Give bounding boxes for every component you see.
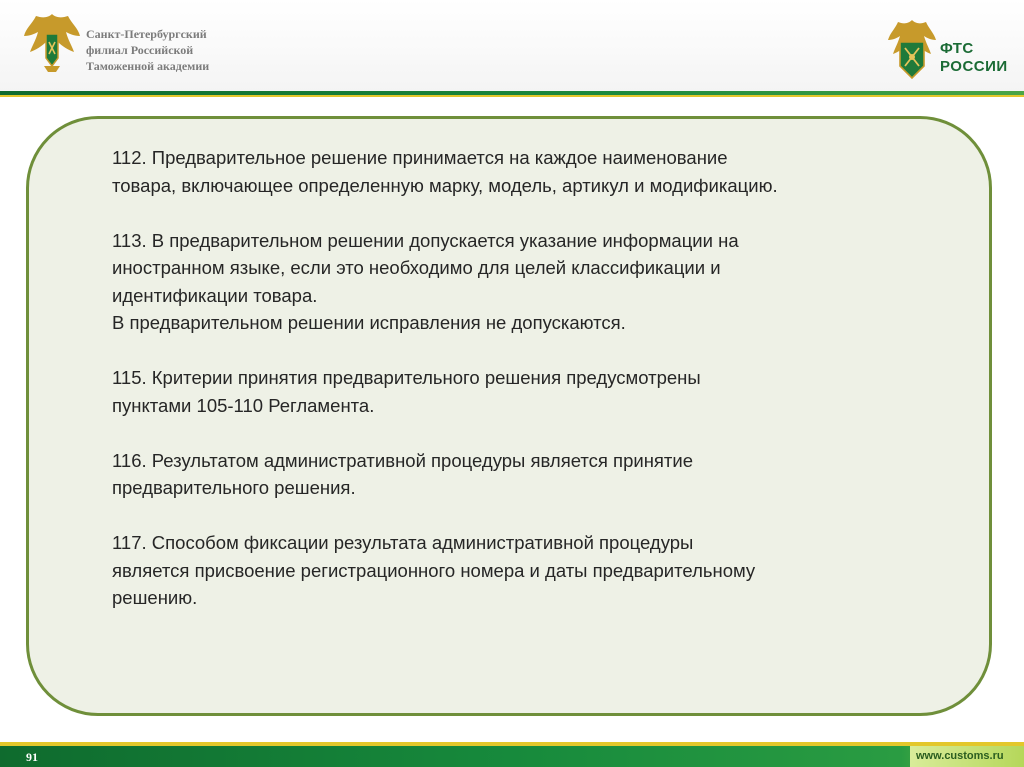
paragraph-117-line-3: решению. — [112, 587, 198, 608]
header-divider-yellow — [0, 95, 1024, 97]
paragraph-116-line-1: 116. Результатом административной процедуры является принятие — [112, 449, 694, 471]
footer-bar — [0, 746, 1024, 767]
paragraph-117-line-1: 117. Способом фиксации результата административной процедуры — [112, 532, 694, 553]
paragraph-115 — [112, 364, 872, 419]
fts-emblem-icon — [886, 14, 938, 82]
paragraph-115-line-2: пунктами 105-110 Регламента. — [112, 394, 375, 416]
paragraph-113 — [112, 227, 872, 337]
paragraph-117 — [112, 529, 872, 612]
fts-logo-text — [940, 40, 1010, 76]
academy-name-line-1: Санкт-Петербургский — [86, 27, 207, 41]
paragraph-112-line-2: товара, включающее определенную марку, модель, артикул и модификацию. — [112, 174, 778, 196]
paragraph-112-line-1: 112. Предварительное решение принимается на каждое наименование — [112, 147, 728, 168]
paragraph-117-line-2: является присвоение регистрационного номера и даты предварительному — [112, 559, 756, 581]
paragraph-113-line-3: идентификации товара. — [112, 284, 318, 306]
academy-name — [86, 26, 276, 74]
paragraph-116-line-2: предварительного решения. — [112, 477, 356, 498]
paragraph-113-line-1: 113. В предварительном решении допускается указание информации на — [112, 229, 739, 251]
academy-name-line-3: Таможенной академии — [86, 59, 210, 73]
footer-url-link[interactable]: www.customs.ru — [916, 750, 1004, 762]
paragraph-116 — [112, 447, 872, 502]
content-text — [112, 144, 872, 639]
paragraph-115-line-1: 115. Критерии принятия предварительного решения предусмотрены — [112, 367, 701, 388]
paragraph-113-line-2: иностранном языке, если это необходимо для целей классификации и — [112, 257, 721, 278]
fts-logo-line-2: РОССИИ — [940, 58, 1008, 75]
fts-logo-line-1: ФТС — [940, 40, 974, 57]
paragraph-112 — [112, 144, 872, 199]
page-number: 91 — [26, 750, 38, 764]
double-headed-eagle-emblem-icon — [22, 10, 82, 76]
academy-name-line-2: филиал Российской — [86, 43, 194, 57]
paragraph-113-line-4: В предварительном решении исправления не допускаются. — [112, 312, 626, 333]
